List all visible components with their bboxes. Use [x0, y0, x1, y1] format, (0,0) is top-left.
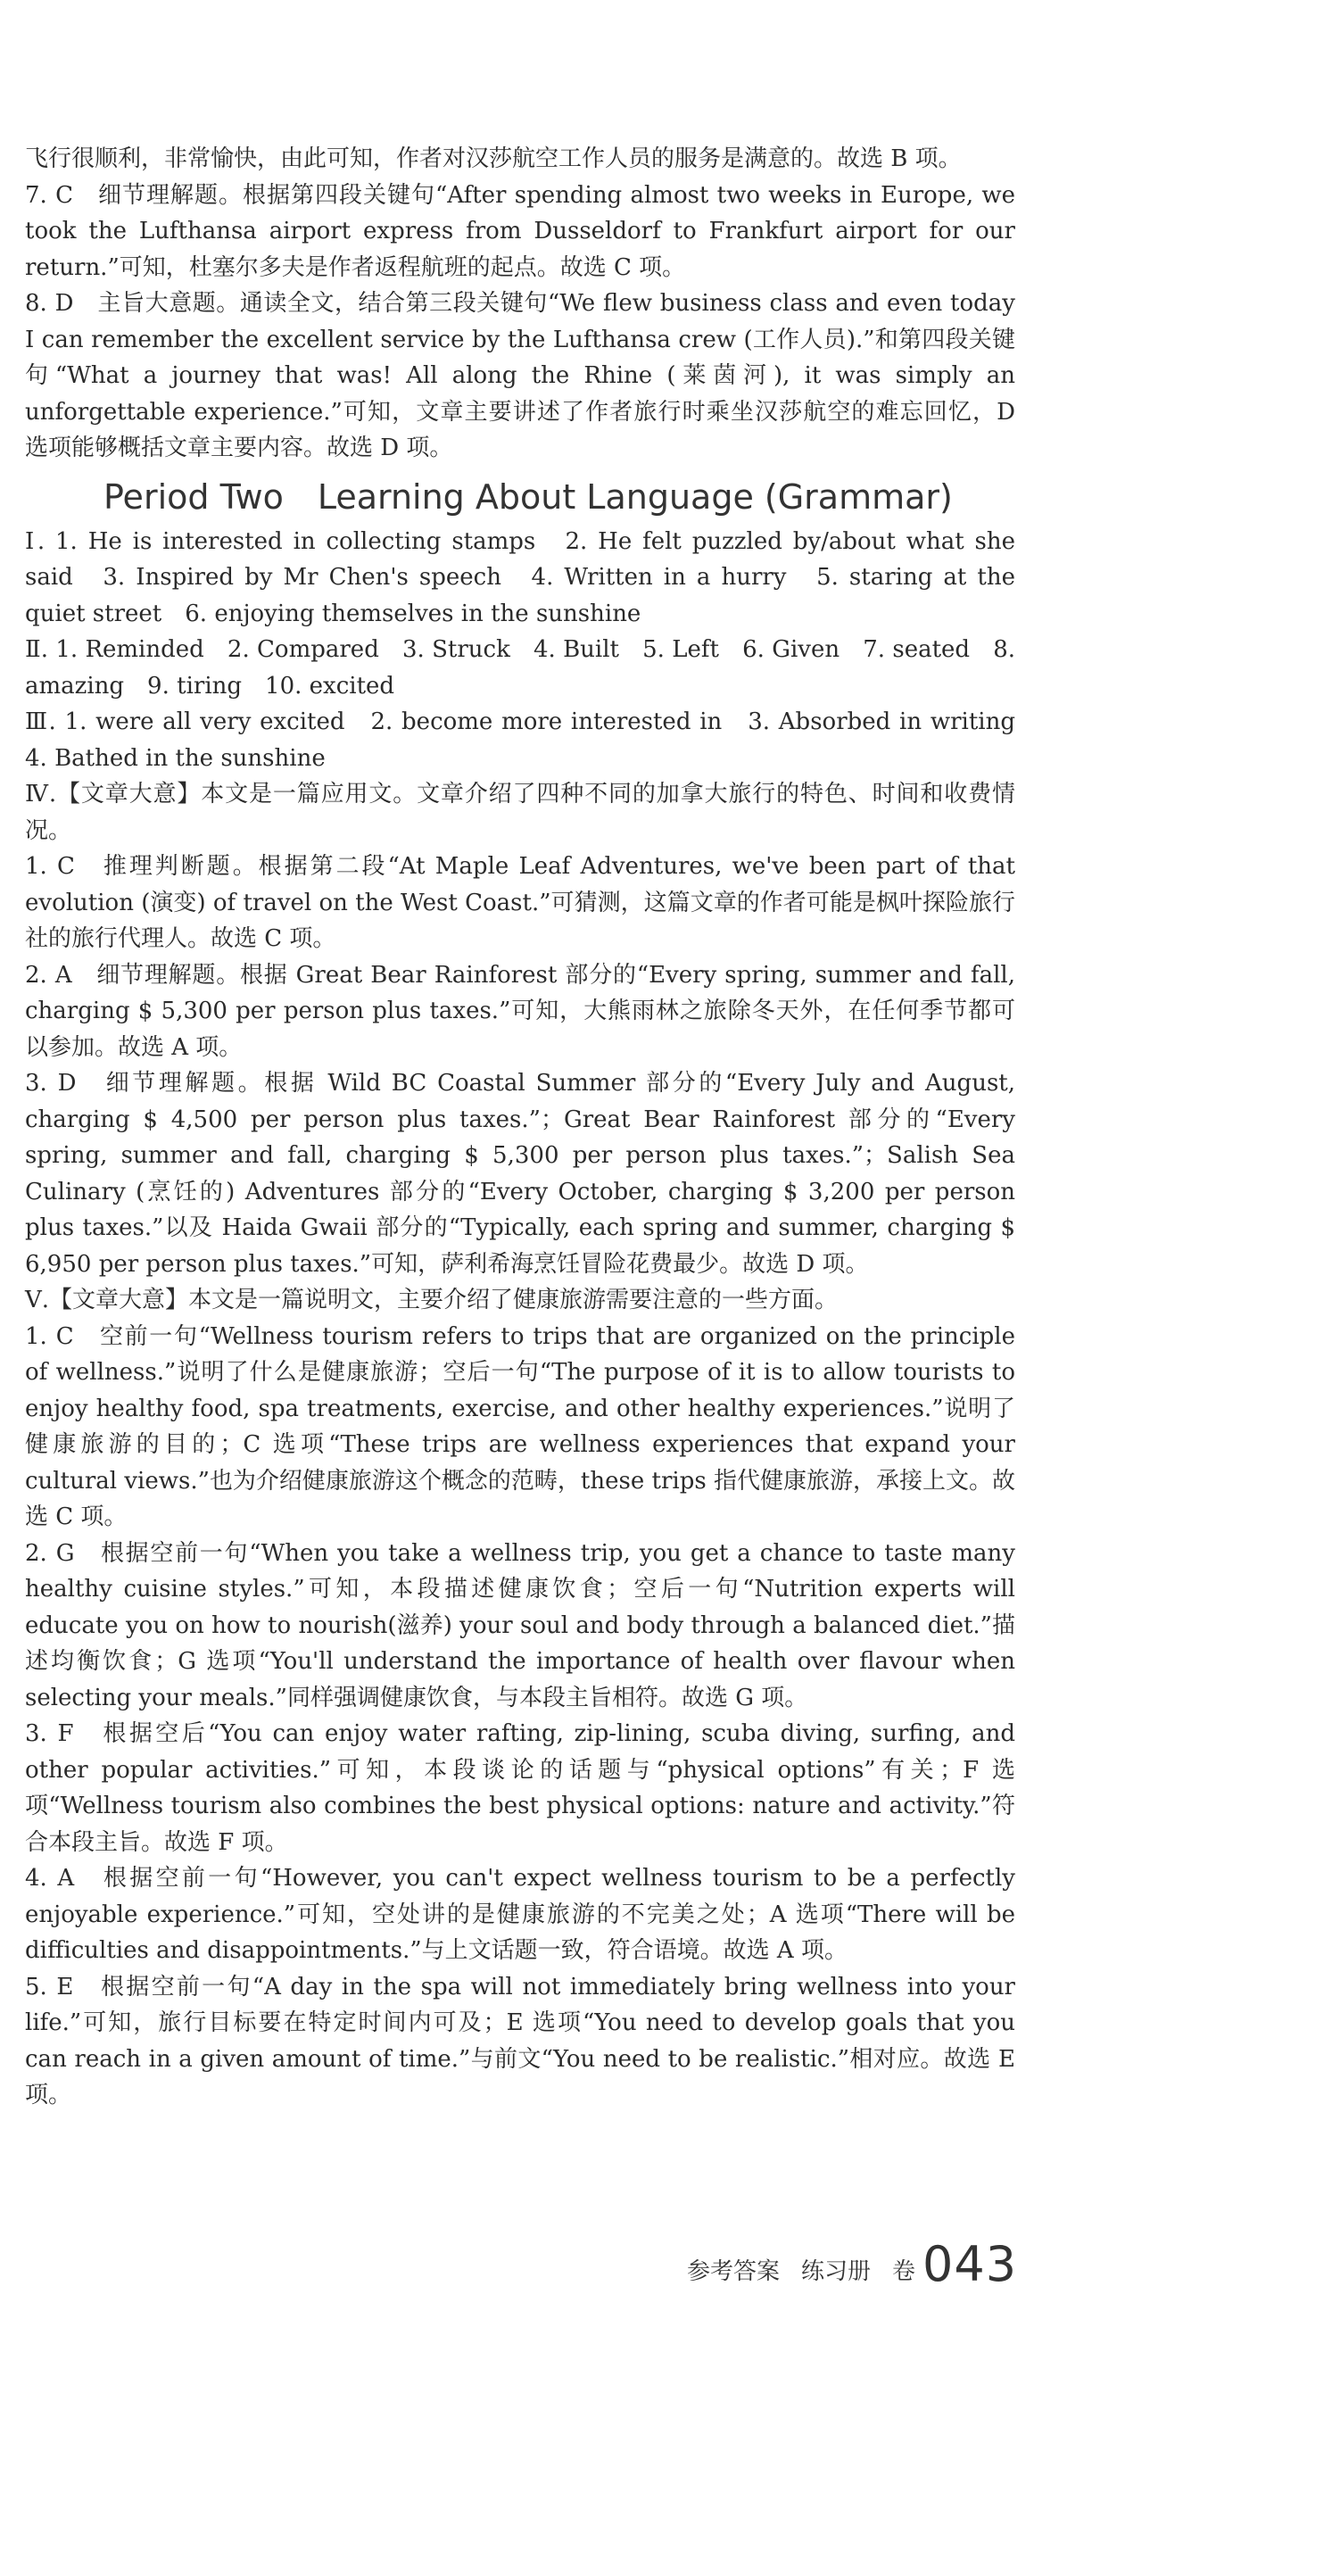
exercise-4-answer-2: 2. A 细节理解题。根据 Great Bear Rainforest 部分的“Every spring, summer and fall, charging $ 5,300 per person plus taxes.”可知，大熊雨林之旅除冬天外，在任何季节都可以参加。故选 A 项。 [25, 961, 1015, 1061]
answer-text-column [25, 141, 1039, 2114]
exercise-5-answer-2: 2. G 根据空前一句“When you take a wellness trip, you get a chance to taste many healthy cuisine styles.”可知，本段描述健康饮食；空后一句“Nutrition experts will educate you on how to nourish(滋养) your soul and body through a balanced diet.”描述均衡饮食；G 选项“You'll understand the importance of health over flavour when selecting your meals.”同样强调健康饮食，与本段主旨相符。故选 G 项。 [25, 1539, 1015, 1711]
answer-7: 7. C 细节理解题。根据第四段关键句“After spending almost two weeks in Europe, we took the Lufthansa airport express from Dusseldorf to Frankfurt airport for our return.”可知，杜塞尔多夫是作者返程航班的起点。故选 C 项。 [25, 181, 1015, 281]
paragraph-continuation: 飞行很顺利，非常愉快，由此可知，作者对汉莎航空工作人员的服务是满意的。故选 B 项。 [25, 145, 962, 172]
footer-label-answers: 参考答案 [687, 2258, 781, 2285]
exercise-1: Ⅰ. 1. He is interested in collecting stamps 2. He felt puzzled by/about what she said 3. Inspired by Mr Chen's speech 4. Written in a hurry 5. staring at the quiet street 6. enjoying themselves in the sunshine [25, 527, 1015, 627]
exercise-5-answer-5: 5. E 根据空前一句“A day in the spa will not immediately bring wellness into your life.”可知，旅行目标要在特定时间内可及；E 选项“You need to develop goals that you can reach in a given amount of time.”与前文“You need to be realistic.”相对应。故选 E 项。 [25, 1973, 1015, 2108]
exercise-4-answer-1: 1. C 推理判断题。根据第二段“At Maple Leaf Adventures, we've been part of that evolution (演变) of travel on the West Coast.”可猜测，这篇文章的作者可能是枫叶探险旅行社的旅行代理人。故选 C 项。 [25, 853, 1015, 952]
exercise-4-answer-3: 3. D 细节理解题。根据 Wild BC Coastal Summer 部分的“Every July and August, charging $ 4,500 per person plus taxes.”；Great Bear Rainforest 部分的“Every spring, summer and fall, charging $ 5,300 per person plus taxes.”；Salish Sea Culinary (烹饪的) Adventures 部分的“Every October, charging $ 3,200 per person plus taxes.”以及 Haida Gwaii 部分的“Typically, each spring and summer, charging $ 6,950 per person plus taxes.”可知，萨利希海烹饪冒险花费最少。故选 D 项。 [25, 1070, 1015, 1278]
exercise-5-answer-4: 4. A 根据空前一句“However, you can't expect wellness tourism to be a perfectly enjoyable experience.”可知，空处讲的是健康旅游的不完美之处；A 选项“There will be difficulties and disappointments.”与上文话题一致，符合语境。故选 A 项。 [25, 1865, 1015, 1964]
footer-label-workbook: 练习册 [801, 2258, 872, 2285]
exercise-2: Ⅱ. 1. Reminded 2. Compared 3. Struck 4. Built 5. Left 6. Given 7. seated 8. amazing 9. tiring 10. excited [25, 636, 1015, 700]
exercise-3: Ⅲ. 1. were all very excited 2. become more interested in 3. Absorbed in writing 4. Bathed in the sunshine [25, 708, 1039, 772]
answer-8: 8. D 主旨大意题。通读全文，结合第三段关键句“We flew business class and even today I can remember the excellent service by the Lufthansa crew (工作人员).”和第四段关键句“What a journey that was! All along the Rhine (莱茵河), it was simply an unforgettable experience.”可知，文章主要讲述了作者旅行时乘坐汉莎航空的难忘回忆，D 选项能够概括文章主要内容。故选 D 项。 [25, 290, 1015, 461]
page-footer [687, 2236, 1044, 2292]
page-number: 043 [922, 2236, 1018, 2292]
exercise-5-answer-1: 1. C 空前一句“Wellness tourism refers to trips that are organized on the principle of wellness.”说明了什么是健康旅游；空后一句“The purpose of it is to allow tourists to enjoy healthy food, spa treatments, exercise, and other healthy experiences.”说明了健康旅游的目的；C 选项“These trips are wellness experiences that expand your cultural views.”也为介绍健康旅游这个概念的范畴，these trips 指代健康旅游，承接上文。故选 C 项。 [25, 1322, 1015, 1530]
exercise-5-summary: Ⅴ.【文章大意】本文是一篇说明文，主要介绍了健康旅游需要注意的一些方面。 [25, 1287, 839, 1313]
footer-label-volume: 卷 [892, 2258, 916, 2285]
exercise-4-summary: Ⅳ.【文章大意】本文是一篇应用文。文章介绍了四种不同的加拿大旅行的特色、时间和收费情况。 [25, 781, 1015, 844]
exercise-5-answer-3: 3. F 根据空后“You can enjoy water rafting, zip-lining, scuba diving, surfing, and other popular activities.”可知，本段谈论的话题与“physical options”有关；F 选项“Wellness tourism also combines the best physical options: nature and activity.”符合本段主旨。故选 F 项。 [25, 1720, 1015, 1856]
section-heading: Period Two Learning About Language (Grammar) [103, 476, 953, 517]
